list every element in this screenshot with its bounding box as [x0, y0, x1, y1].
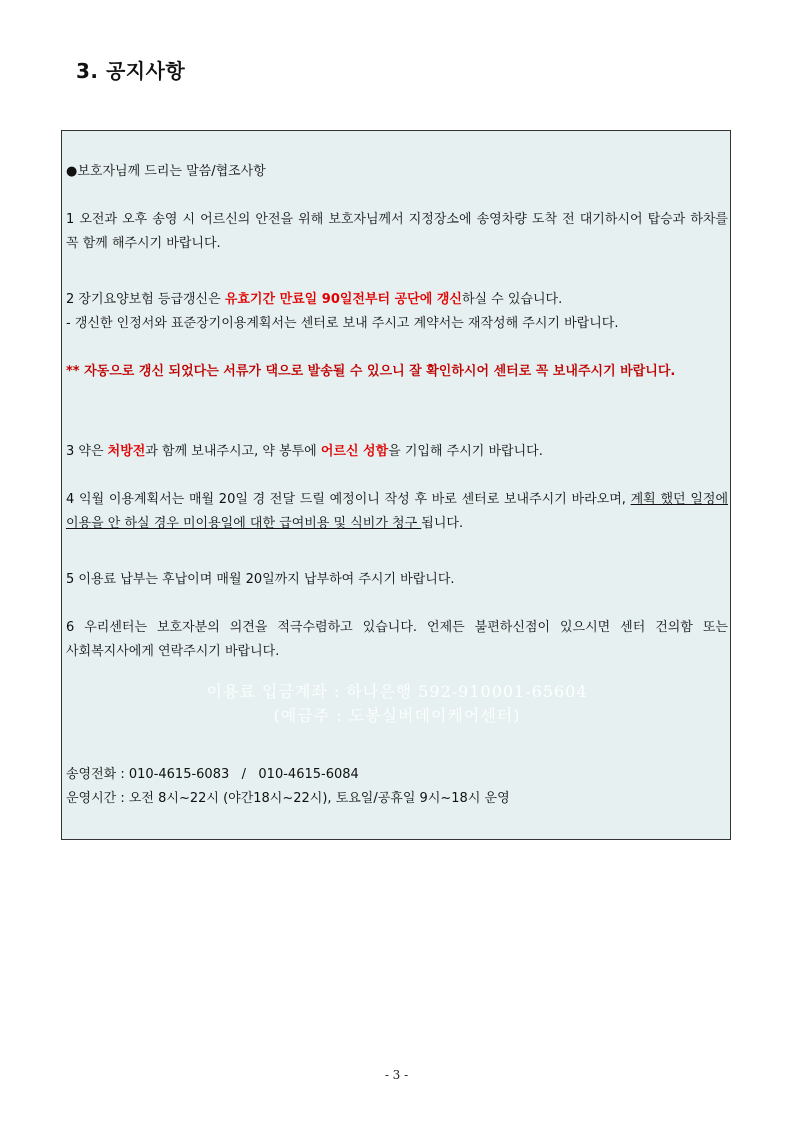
page-number: - 3 -	[384, 1068, 409, 1082]
item2-text-end: 하실 수 있습니다.	[461, 292, 563, 307]
item3-text-c: 을 기입해 주시기 바랍니다.	[388, 444, 543, 459]
item4-underlined: 계획 했던 일정에 이용을 안 하실 경우 미이용일에 대한 급여비용 및 식비가 청구	[66, 492, 729, 531]
notice-box	[61, 130, 731, 840]
section-heading: 3. 공지사항	[76, 59, 186, 83]
item3-name: 어르신 성함	[320, 444, 389, 459]
item2-highlight: 유효기간 만료일 90일전부터 공단에 갱신	[224, 292, 462, 307]
item4-text-c: 됩니다.	[421, 516, 464, 531]
notice-item-3	[66, 440, 728, 464]
notice-item-5: 5 이용료 납부는 후납이며 매월 20일까지 납부하여 주시기 바랍니다.	[66, 572, 455, 587]
item3-prescription: 처방전	[107, 444, 146, 459]
account-watermark-1: 이용료 입금계좌 : 하나은행 592-910001-65604	[206, 682, 588, 701]
item3-text-b: 과 함께 보내주시고, 약 봉투에	[145, 444, 321, 459]
item4-text-a: 4 익월 이용계획서는 매월 20일 경 전달 드릴 예정이니 작성 후 바로 센터로 보내주시기 바라오며,	[66, 492, 631, 507]
notice-item-1: 1 오전과 오후 송영 시 어르신의 안전을 위해 보호자님께서 지정장소에 송영차량 도착 전 대기하시어 탑승과 하차를 꼭 함께 해주시기 바랍니다.	[66, 212, 728, 251]
notice-item-6: 6 우리센터는 보호자분의 의견을 적극수렴하고 있습니다. 언제든 불편하신점이 있으시면 센터 건의함 또는 사회복지사에게 연락주시기 바랍니다.	[66, 620, 728, 659]
notice-item-4	[66, 488, 728, 536]
hours-line: 운영시간 : 오전 8시~22시 (야간18시~22시), 토요일/공휴일 9시~18시 운영	[66, 791, 510, 806]
notice-item-2	[66, 288, 728, 312]
notice-title: ●보호자님께 드리는 말씀/협조사항	[66, 164, 266, 179]
phone-line: 송영전화 : 010-4615-6083 / 010-4615-6084	[66, 767, 359, 782]
item3-text-a: 3 약은	[66, 444, 108, 459]
item2-text: 2 장기요양보험 등급갱신은	[66, 292, 225, 307]
notice-item-2-sub: - 갱신한 인정서와 표준장기이용계획서는 센터로 보내 주시고 계약서는 재작성해 주시기 바랍니다.	[66, 316, 619, 331]
account-watermark-2: (예금주 : 도봉실버데이케어센터)	[273, 706, 521, 725]
notice-item-2-warning: ** 자동으로 갱신 되었다는 서류가 댁으로 발송될 수 있으니 잘 확인하시어 센터로 꼭 보내주시기 바랍니다.	[66, 364, 676, 379]
